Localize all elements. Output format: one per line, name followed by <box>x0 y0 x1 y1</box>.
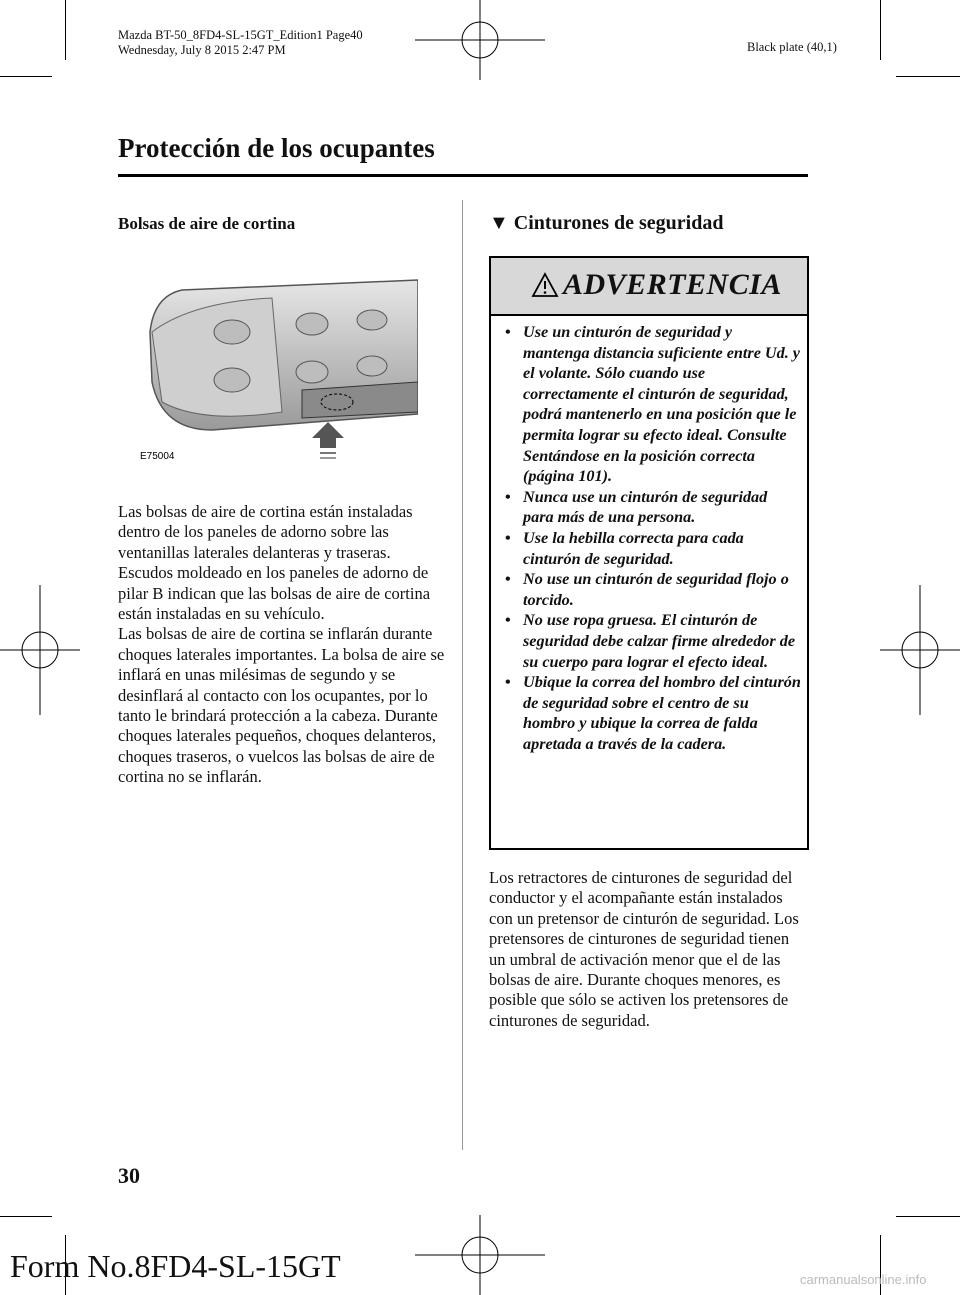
warning-triangle-icon <box>531 272 559 298</box>
registration-mark-right <box>880 585 960 715</box>
section-heading-label: Cinturones de seguridad <box>513 212 724 234</box>
crop-mark-tr-h <box>896 76 960 77</box>
watermark: carmanualsonline.info <box>800 1272 927 1287</box>
subheading: Bolsas de aire de cortina <box>118 214 296 233</box>
registration-mark-bottom <box>415 1215 545 1295</box>
title-rule <box>118 174 808 177</box>
figure-code: E75004 <box>140 451 175 462</box>
triangle-marker-icon: ▼ <box>489 212 509 234</box>
section-heading <box>489 212 723 235</box>
registration-mark-top <box>415 0 545 80</box>
left-body-text <box>118 502 448 788</box>
paragraph: Las bolsas de aire de cortina se inflarán durante choques laterales importantes. La bolsa de aire se inflará en unas milésimas de segundo y se desinflará al contacto con los ocupantes, por lo tanto le brindará protección a la cabeza. Durante choques laterales pequeños, choques delanteros, choques traseros, o vuelcos las bolsas de aire de cortina no se inflarán. <box>118 624 445 787</box>
warning-list <box>491 316 807 754</box>
warning-box <box>489 256 809 850</box>
warning-item: • No use un cinturón de seguridad flojo o torcido. <box>505 569 801 610</box>
print-metadata <box>118 28 363 58</box>
crop-mark-br-h <box>896 1216 960 1217</box>
page-number: 30 <box>118 1163 140 1188</box>
warning-item: • Ubique la correa del hombro del cinturón de seguridad sobre el centro de su hombro y ubique la correa de falda apretada a través de la cadera. <box>505 672 801 754</box>
form-number: Form No.8FD4-SL-15GT <box>10 1248 341 1284</box>
warning-item: • Use un cinturón de seguridad y mantenga distancia suficiente entre Ud. y el volante. Sólo cuando use correctamente el cinturón de seguridad, podrá mantenerlo en una posición que le permita lograr su efecto ideal. Consulte Sentándose en la posición correcta (página 101). <box>505 322 801 487</box>
warning-item: • Nunca use un cinturón de seguridad para más de una persona. <box>505 487 801 528</box>
registration-mark-left <box>0 585 80 715</box>
crop-mark-tr-v <box>880 0 881 60</box>
warning-item: • Use la hebilla correcta para cada cinturón de seguridad. <box>505 528 801 569</box>
page-title: Protección de los ocupantes <box>118 133 435 163</box>
warning-title: ADVERTENCIA <box>563 268 782 301</box>
crop-mark-bl-h <box>0 1216 52 1217</box>
crop-mark-tl-h <box>0 76 52 77</box>
warning-item: • No use ropa gruesa. El cinturón de seguridad debe calzar firme alrededor de su cuerpo para lograr el efecto ideal. <box>505 610 801 672</box>
plate-label: Black plate (40,1) <box>747 40 837 54</box>
print-metadata-line2: Wednesday, July 8 2015 2:47 PM <box>118 43 286 57</box>
curtain-airbag-illustration <box>122 262 418 476</box>
warning-header <box>491 258 807 316</box>
column-divider <box>462 200 463 1150</box>
paragraph: Las bolsas de aire de cortina están instaladas dentro de los paneles de adorno sobre las ventanillas laterales delanteras y traseras. Escudos moldeado en los paneles de adorno de pilar B indican que las bolsas de aire de cortina están instaladas en su vehículo. <box>118 502 431 624</box>
crop-mark-tl-v <box>65 0 66 60</box>
right-body-text: Los retractores de cinturones de seguridad del conductor y el acompañante están instalados con un pretensor de cinturón de seguridad. Los pretensores de cinturones de seguridad tienen un umbral de activación menor que el de las bolsas de aire. Durante choques menores, es posible que sólo se activen los pretensores de cinturones de seguridad. <box>489 868 799 1030</box>
print-metadata-line1: Mazda BT-50_8FD4-SL-15GT_Edition1 Page40 <box>118 28 363 42</box>
